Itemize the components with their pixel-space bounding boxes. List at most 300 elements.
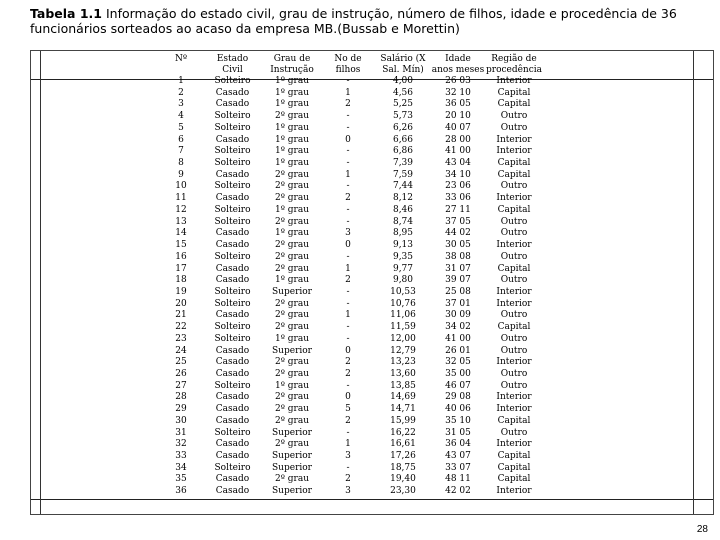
table-row <box>161 392 542 404</box>
cell-children: 1 <box>345 439 351 450</box>
table-frame <box>30 50 714 515</box>
column-header-salary: Salário (X <box>380 54 426 64</box>
cell-marital-status: Casado <box>215 474 250 485</box>
cell-education: 2º grau <box>274 169 310 180</box>
cell-education: 1º grau <box>274 122 310 133</box>
cell-age: 37 05 <box>445 216 471 227</box>
cell-age: 29 08 <box>445 392 471 403</box>
column-header-children: filhos <box>335 65 361 75</box>
cell-number: 30 <box>175 415 187 426</box>
cell-region: Outro <box>500 216 528 227</box>
table-row <box>161 181 542 193</box>
cell-education: 1º grau <box>274 228 310 239</box>
cell-children: 2 <box>345 99 351 110</box>
cell-number: 17 <box>175 263 187 274</box>
cell-education: Superior <box>272 462 312 473</box>
column-header-education: Grau de <box>273 54 311 64</box>
cell-children: 3 <box>345 486 351 497</box>
table-header <box>161 54 542 76</box>
cell-region: Interior <box>496 286 532 297</box>
cell-age: 46 07 <box>445 380 471 391</box>
cell-region: Capital <box>497 474 531 485</box>
cell-marital-status: Casado <box>215 169 250 180</box>
table-row <box>161 193 542 205</box>
cell-salary: 9,13 <box>392 240 414 251</box>
cell-children: 2 <box>345 474 351 485</box>
header-row <box>161 65 542 76</box>
table-row <box>161 334 542 346</box>
cell-number: 29 <box>175 404 187 415</box>
table-row <box>161 322 542 334</box>
cell-salary: 8,74 <box>392 216 414 227</box>
cell-children: 0 <box>345 392 351 403</box>
cell-age: 32 10 <box>445 87 471 98</box>
cell-marital-status: Solteiro <box>214 204 251 215</box>
cell-education: 1º grau <box>274 99 310 110</box>
cell-age: 48 11 <box>445 474 471 485</box>
cell-salary: 12,00 <box>390 333 416 344</box>
cell-age: 41 00 <box>445 333 471 344</box>
cell-number: 20 <box>175 298 187 309</box>
cell-salary: 9,77 <box>392 263 414 274</box>
cell-number: 13 <box>175 216 187 227</box>
cell-marital-status: Solteiro <box>214 462 251 473</box>
cell-education: 1º grau <box>274 76 310 86</box>
cell-children: 1 <box>345 169 351 180</box>
cell-marital-status: Casado <box>215 451 250 461</box>
cell-region: Interior <box>496 298 532 309</box>
cell-number: 32 <box>175 439 187 450</box>
cell-salary: 15,99 <box>390 415 416 426</box>
cell-marital-status: Casado <box>215 240 250 251</box>
cell-marital-status: Casado <box>215 87 250 98</box>
cell-marital-status: Casado <box>215 228 250 239</box>
table-row <box>161 287 542 299</box>
cell-number: 4 <box>178 111 184 122</box>
cell-age: 31 05 <box>445 427 471 438</box>
cell-number: 3 <box>178 99 184 110</box>
cell-salary: 6,86 <box>392 146 414 157</box>
cell-children: - <box>346 462 350 473</box>
cell-children: 2 <box>345 415 351 426</box>
cell-salary: 23,30 <box>390 486 416 497</box>
cell-marital-status: Solteiro <box>214 322 251 333</box>
cell-region: Capital <box>497 204 531 215</box>
page-number: 28 <box>696 524 708 535</box>
cell-number: 21 <box>175 310 187 321</box>
cell-education: 2º grau <box>274 251 310 262</box>
cell-number: 14 <box>175 228 187 239</box>
cell-salary: 7,59 <box>392 169 414 180</box>
cell-children: - <box>346 146 350 157</box>
cell-education: 2º grau <box>274 357 310 368</box>
column-header-marital-status: Estado <box>216 54 249 64</box>
left-inner-rule <box>40 51 41 514</box>
cell-children: 2 <box>345 275 351 286</box>
cell-number: 23 <box>175 333 187 344</box>
caption-text: Informação do estado civil, grau de instrução, número de filhos, idade e procedência de 36 funcionários sorteados ao acaso da empresa MB.(Bussab e Morettin) <box>30 6 677 36</box>
column-header-region: procedência <box>486 65 543 75</box>
cell-children: 2 <box>345 357 351 368</box>
cell-salary: 8,12 <box>392 193 414 204</box>
cell-salary: 14,69 <box>390 392 416 403</box>
cell-region: Interior <box>496 146 532 157</box>
table-row <box>161 228 542 240</box>
cell-education: 2º grau <box>274 216 310 227</box>
cell-marital-status: Casado <box>215 368 250 379</box>
table-row <box>161 369 542 381</box>
cell-number: 35 <box>175 474 187 485</box>
cell-education: 1º grau <box>274 380 310 391</box>
cell-children: - <box>346 380 350 391</box>
cell-salary: 4,00 <box>392 76 414 86</box>
cell-region: Outro <box>500 368 528 379</box>
cell-number: 12 <box>175 204 187 215</box>
cell-education: 2º grau <box>274 193 310 204</box>
cell-marital-status: Solteiro <box>214 76 251 86</box>
table-row <box>161 76 542 88</box>
cell-age: 39 07 <box>445 275 471 286</box>
cell-number: 8 <box>178 158 184 169</box>
cell-number: 19 <box>175 286 187 297</box>
cell-education: 2º grau <box>274 404 310 415</box>
cell-salary: 10,76 <box>390 298 416 309</box>
cell-age: 34 02 <box>445 322 471 333</box>
cell-children: - <box>346 122 350 133</box>
header-row <box>161 54 542 65</box>
data-table <box>161 54 542 498</box>
cell-age: 44 02 <box>445 228 471 239</box>
column-header-age: Idade <box>445 54 471 64</box>
cell-education: 1º grau <box>274 87 310 98</box>
table-row <box>161 451 542 463</box>
table-row <box>161 416 542 428</box>
cell-marital-status: Casado <box>215 275 250 286</box>
cell-number: 1 <box>178 76 184 86</box>
cell-education: 1º grau <box>274 333 310 344</box>
cell-salary: 19,40 <box>390 474 416 485</box>
cell-age: 36 04 <box>445 439 471 450</box>
cell-children: - <box>346 181 350 192</box>
cell-age: 35 10 <box>445 415 471 426</box>
table-row <box>161 346 542 358</box>
table-row <box>161 111 542 123</box>
cell-number: 16 <box>175 251 187 262</box>
cell-region: Interior <box>496 486 532 497</box>
cell-marital-status: Casado <box>215 392 250 403</box>
cell-children: 3 <box>345 451 351 461</box>
cell-children: - <box>346 158 350 169</box>
cell-region: Capital <box>497 415 531 426</box>
table-row <box>161 170 542 182</box>
cell-region: Outro <box>500 122 528 133</box>
cell-salary: 11,59 <box>390 322 416 333</box>
column-header-marital-status: Civil <box>222 65 243 75</box>
cell-age: 26 01 <box>445 345 471 356</box>
cell-education: 1º grau <box>274 275 310 286</box>
table-row <box>161 99 542 111</box>
cell-age: 42 02 <box>445 486 471 497</box>
cell-marital-status: Solteiro <box>214 251 251 262</box>
cell-salary: 8,95 <box>392 228 414 239</box>
cell-region: Interior <box>496 134 532 145</box>
cell-marital-status: Casado <box>215 439 250 450</box>
table-row <box>161 252 542 264</box>
cell-age: 31 07 <box>445 263 471 274</box>
cell-age: 43 07 <box>445 451 471 461</box>
cell-education: 1º grau <box>274 146 310 157</box>
cell-region: Outro <box>500 111 528 122</box>
table-row <box>161 158 542 170</box>
cell-age: 35 00 <box>445 368 471 379</box>
cell-salary: 5,25 <box>392 99 414 110</box>
cell-age: 41 00 <box>445 146 471 157</box>
cell-number: 36 <box>175 486 187 497</box>
cell-number: 7 <box>178 146 184 157</box>
cell-number: 34 <box>175 462 187 473</box>
cell-salary: 11,06 <box>390 310 416 321</box>
cell-marital-status: Casado <box>215 404 250 415</box>
cell-region: Capital <box>497 87 531 98</box>
cell-children: - <box>346 204 350 215</box>
column-header-number: Nº <box>174 54 188 64</box>
cell-age: 28 00 <box>445 134 471 145</box>
cell-education: Superior <box>272 451 312 461</box>
cell-region: Outro <box>500 228 528 239</box>
cell-education: Superior <box>272 345 312 356</box>
cell-age: 36 05 <box>445 99 471 110</box>
cell-marital-status: Casado <box>215 345 250 356</box>
cell-marital-status: Solteiro <box>214 380 251 391</box>
cell-age: 33 07 <box>445 462 471 473</box>
cell-region: Capital <box>497 158 531 169</box>
cell-age: 43 04 <box>445 158 471 169</box>
cell-marital-status: Solteiro <box>214 298 251 309</box>
cell-marital-status: Solteiro <box>214 286 251 297</box>
cell-age: 34 10 <box>445 169 471 180</box>
cell-marital-status: Solteiro <box>214 122 251 133</box>
cell-marital-status: Casado <box>215 134 250 145</box>
cell-region: Capital <box>497 263 531 274</box>
cell-salary: 9,35 <box>392 251 414 262</box>
cell-region: Outro <box>500 181 528 192</box>
cell-region: Interior <box>496 76 532 86</box>
cell-number: 9 <box>178 169 184 180</box>
cell-children: - <box>346 111 350 122</box>
cell-number: 33 <box>175 451 187 461</box>
cell-children: - <box>346 333 350 344</box>
table-row <box>161 123 542 135</box>
cell-children: - <box>346 251 350 262</box>
cell-age: 25 08 <box>445 286 471 297</box>
table-row <box>161 486 542 498</box>
table-row <box>161 88 542 100</box>
cell-children: - <box>346 322 350 333</box>
table-row <box>161 428 542 440</box>
cell-region: Interior <box>496 357 532 368</box>
cell-children: 0 <box>345 134 351 145</box>
column-header-age: anos meses <box>431 65 485 75</box>
cell-children: 0 <box>345 240 351 251</box>
cell-number: 31 <box>175 427 187 438</box>
cell-salary: 14,71 <box>390 404 416 415</box>
cell-region: Outro <box>500 380 528 391</box>
cell-children: - <box>346 427 350 438</box>
cell-marital-status: Solteiro <box>214 146 251 157</box>
cell-number: 22 <box>175 322 187 333</box>
cell-children: - <box>346 76 350 86</box>
cell-children: 1 <box>345 263 351 274</box>
cell-region: Interior <box>496 439 532 450</box>
table-caption <box>30 6 714 36</box>
cell-age: 37 01 <box>445 298 471 309</box>
cell-education: Superior <box>272 286 312 297</box>
cell-education: 1º grau <box>274 158 310 169</box>
cell-region: Outro <box>500 427 528 438</box>
cell-age: 23 06 <box>445 181 471 192</box>
cell-region: Outro <box>500 345 528 356</box>
table-row <box>161 275 542 287</box>
table-row <box>161 381 542 393</box>
cell-education: 1º grau <box>274 204 310 215</box>
cell-education: 2º grau <box>274 310 310 321</box>
cell-education: 2º grau <box>274 298 310 309</box>
cell-region: Capital <box>497 322 531 333</box>
cell-marital-status: Casado <box>215 486 250 497</box>
cell-children: 0 <box>345 345 351 356</box>
cell-region: Outro <box>500 333 528 344</box>
cell-number: 10 <box>175 181 187 192</box>
cell-number: 27 <box>175 380 187 391</box>
cell-salary: 7,44 <box>392 181 414 192</box>
column-header-region: Região de <box>491 54 537 64</box>
cell-region: Capital <box>497 451 531 461</box>
cell-salary: 13,23 <box>390 357 416 368</box>
cell-salary: 8,46 <box>392 204 414 215</box>
table-row <box>161 463 542 475</box>
cell-number: 24 <box>175 345 187 356</box>
cell-children: 2 <box>345 193 351 204</box>
cell-salary: 12,79 <box>390 345 416 356</box>
table-row <box>161 135 542 147</box>
cell-number: 28 <box>175 392 187 403</box>
cell-children: 1 <box>345 87 351 98</box>
cell-marital-status: Solteiro <box>214 181 251 192</box>
bottom-rule <box>31 499 713 500</box>
cell-salary: 6,26 <box>392 122 414 133</box>
cell-education: 2º grau <box>274 263 310 274</box>
cell-children: 3 <box>345 228 351 239</box>
cell-education: 2º grau <box>274 474 310 485</box>
cell-education: 1º grau <box>274 134 310 145</box>
cell-number: 2 <box>178 87 184 98</box>
cell-salary: 4,56 <box>392 87 414 98</box>
table-row <box>161 310 542 322</box>
cell-education: 2º grau <box>274 415 310 426</box>
cell-age: 33 06 <box>445 193 471 204</box>
table-body <box>161 76 542 498</box>
cell-age: 32 05 <box>445 357 471 368</box>
cell-children: 2 <box>345 368 351 379</box>
cell-marital-status: Casado <box>215 415 250 426</box>
cell-number: 5 <box>178 122 184 133</box>
table-row <box>161 205 542 217</box>
cell-number: 11 <box>175 193 187 204</box>
column-header-salary: Sal. Mín) <box>382 65 424 75</box>
cell-salary: 13,85 <box>390 380 416 391</box>
cell-region: Capital <box>497 99 531 110</box>
cell-salary: 13,60 <box>390 368 416 379</box>
cell-marital-status: Casado <box>215 310 250 321</box>
cell-number: 25 <box>175 357 187 368</box>
cell-marital-status: Solteiro <box>214 333 251 344</box>
cell-education: 2º grau <box>274 368 310 379</box>
cell-marital-status: Casado <box>215 357 250 368</box>
cell-salary: 7,39 <box>392 158 414 169</box>
caption-label: Tabela 1.1 <box>30 6 102 21</box>
cell-salary: 16,61 <box>390 439 416 450</box>
cell-salary: 17,26 <box>390 451 416 461</box>
cell-region: Interior <box>496 193 532 204</box>
cell-education: Superior <box>272 427 312 438</box>
table-row <box>161 240 542 252</box>
cell-number: 6 <box>178 134 184 145</box>
cell-education: 2º grau <box>274 439 310 450</box>
cell-age: 30 05 <box>445 240 471 251</box>
cell-education: 2º grau <box>274 111 310 122</box>
column-header-children: No de <box>334 54 362 64</box>
cell-marital-status: Casado <box>215 263 250 274</box>
cell-number: 26 <box>175 368 187 379</box>
cell-education: 2º grau <box>274 240 310 251</box>
cell-number: 15 <box>175 240 187 251</box>
cell-children: 5 <box>345 404 351 415</box>
cell-salary: 9,80 <box>392 275 414 286</box>
table-row <box>161 264 542 276</box>
cell-education: 2º grau <box>274 181 310 192</box>
cell-region: Outro <box>500 310 528 321</box>
table-row <box>161 299 542 311</box>
table-row <box>161 357 542 369</box>
cell-marital-status: Casado <box>215 99 250 110</box>
cell-age: 40 06 <box>445 404 471 415</box>
cell-region: Capital <box>497 169 531 180</box>
cell-children: - <box>346 286 350 297</box>
cell-salary: 18,75 <box>390 462 416 473</box>
table-row <box>161 404 542 416</box>
cell-age: 20 10 <box>445 111 471 122</box>
cell-education: 2º grau <box>274 392 310 403</box>
cell-education: 2º grau <box>274 322 310 333</box>
table-row <box>161 217 542 229</box>
table-row <box>161 474 542 486</box>
cell-region: Interior <box>496 404 532 415</box>
cell-region: Outro <box>500 251 528 262</box>
cell-region: Outro <box>500 275 528 286</box>
cell-salary: 5,73 <box>392 111 414 122</box>
cell-salary: 10,53 <box>390 286 416 297</box>
cell-children: - <box>346 298 350 309</box>
cell-region: Capital <box>497 462 531 473</box>
cell-age: 30 09 <box>445 310 471 321</box>
column-header-education: Instrução <box>270 65 314 75</box>
cell-age: 40 07 <box>445 122 471 133</box>
cell-children: - <box>346 216 350 227</box>
cell-children: 1 <box>345 310 351 321</box>
cell-number: 18 <box>175 275 187 286</box>
table-row <box>161 146 542 158</box>
cell-age: 27 11 <box>445 204 471 215</box>
